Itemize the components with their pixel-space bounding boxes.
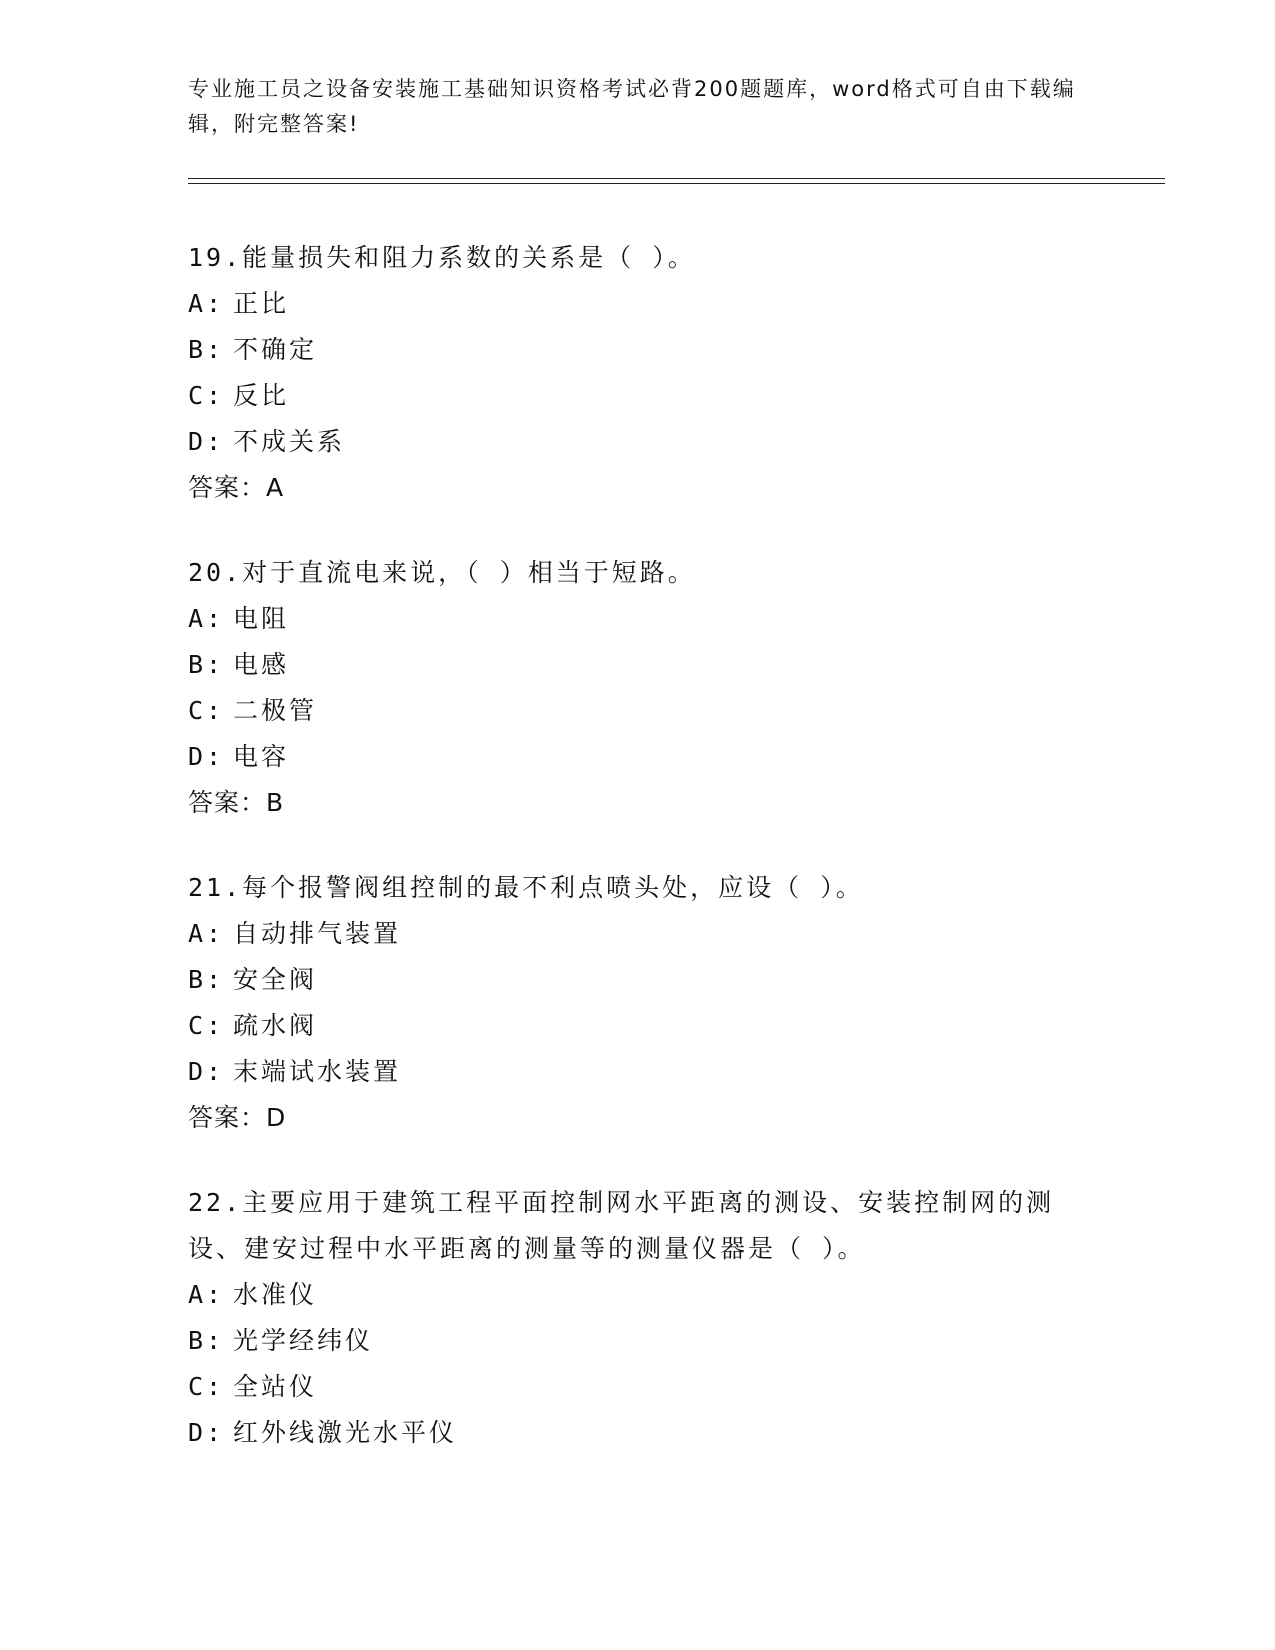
option-key: A: <box>188 289 225 318</box>
question-stem: 19.能量损失和阻力系数的关系是（ ）。 <box>188 243 696 272</box>
question-19 <box>188 235 1088 511</box>
header-rule-bottom <box>188 183 1165 184</box>
option-text: 水准仪 <box>233 1280 318 1309</box>
option-a <box>188 1272 1088 1318</box>
question-list <box>188 235 1088 1495</box>
option-d <box>188 1049 1088 1095</box>
option-a <box>188 281 1088 327</box>
option-key: B: <box>188 335 225 364</box>
question-stem: 20.对于直流电来说，（ ）相当于短路。 <box>188 558 696 587</box>
question-20 <box>188 550 1088 826</box>
option-c <box>188 1003 1088 1049</box>
option-text: 正比 <box>233 289 290 318</box>
option-text: 全站仪 <box>233 1372 318 1401</box>
option-key: A: <box>188 1280 225 1309</box>
answer-line: 答案：B <box>188 788 285 817</box>
option-key: D: <box>188 1057 225 1086</box>
option-c <box>188 1364 1088 1410</box>
option-text: 自动排气装置 <box>233 919 402 948</box>
option-key: B: <box>188 965 225 994</box>
option-text: 电感 <box>233 650 290 679</box>
option-key: B: <box>188 650 225 679</box>
option-a <box>188 596 1088 642</box>
option-d <box>188 419 1088 465</box>
option-a <box>188 911 1088 957</box>
option-text: 二极管 <box>233 696 318 725</box>
option-d <box>188 1410 1088 1456</box>
option-text: 光学经纬仪 <box>233 1326 374 1355</box>
option-key: C: <box>188 1011 225 1040</box>
option-text: 电容 <box>233 742 290 771</box>
question-21 <box>188 865 1088 1141</box>
question-22 <box>188 1180 1088 1456</box>
option-key: D: <box>188 742 225 771</box>
option-text: 电阻 <box>233 604 290 633</box>
option-key: A: <box>188 919 225 948</box>
option-b <box>188 1318 1088 1364</box>
option-c <box>188 373 1088 419</box>
option-key: B: <box>188 1326 225 1355</box>
option-c <box>188 688 1088 734</box>
answer-line: 答案：A <box>188 473 285 502</box>
option-b <box>188 957 1088 1003</box>
answer-line: 答案：D <box>188 1103 287 1132</box>
option-b <box>188 327 1088 373</box>
option-key: D: <box>188 1418 225 1447</box>
option-key: C: <box>188 381 225 410</box>
option-key: C: <box>188 696 225 725</box>
question-stem: 21.每个报警阀组控制的最不利点喷头处，应设（ ）。 <box>188 873 864 902</box>
option-text: 红外线激光水平仪 <box>233 1418 458 1447</box>
option-text: 末端试水装置 <box>233 1057 402 1086</box>
option-text: 安全阀 <box>233 965 318 994</box>
question-stem: 22.主要应用于建筑工程平面控制网水平距离的测设、安装控制网的测设、建安过程中水平距离的测量等的测量仪器是（ ）。 <box>188 1188 1055 1263</box>
option-key: A: <box>188 604 225 633</box>
document-header: 专业施工员之设备安装施工基础知识资格考试必背200题题库，word格式可自由下载编辑，附完整答案! <box>188 77 1076 136</box>
option-b <box>188 642 1088 688</box>
option-text: 疏水阀 <box>233 1011 318 1040</box>
header-rule-top <box>188 178 1165 179</box>
option-text: 不确定 <box>233 335 318 364</box>
option-d <box>188 734 1088 780</box>
option-key: D: <box>188 427 225 456</box>
option-key: C: <box>188 1372 225 1401</box>
option-text: 反比 <box>233 381 290 410</box>
option-text: 不成关系 <box>233 427 346 456</box>
